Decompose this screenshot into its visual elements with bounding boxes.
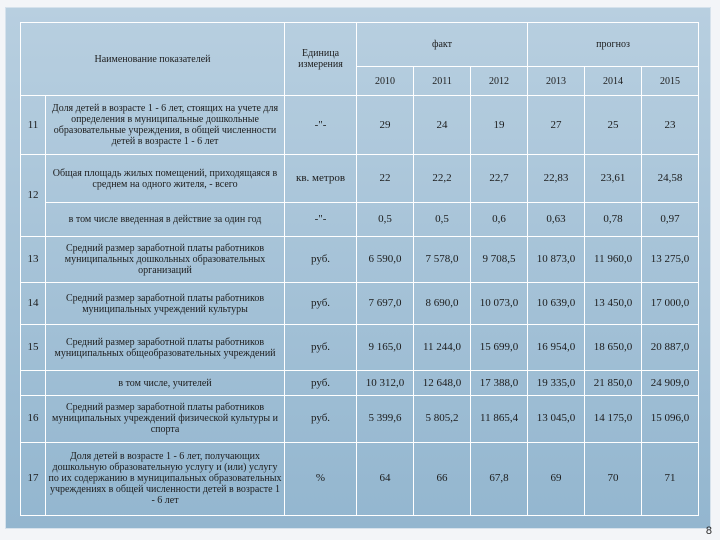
- cell-2013: 27: [528, 96, 585, 155]
- header-name: Наименование показателей: [21, 23, 285, 96]
- row-number: [21, 371, 46, 395]
- cell-2014: 11 960,0: [585, 236, 642, 282]
- row-name: в том числе введенная в действие за один год: [46, 203, 285, 237]
- table-row: [21, 395, 699, 442]
- cell-2014: 14 175,0: [585, 395, 642, 442]
- cell-2011: 22,2: [414, 155, 471, 203]
- year-2015: 2015: [642, 66, 699, 96]
- row-number: 11: [21, 96, 46, 155]
- indicators-table: [20, 22, 699, 516]
- cell-2010: 64: [357, 442, 414, 515]
- cell-2012: 67,8: [471, 442, 528, 515]
- cell-2012: 22,7: [471, 155, 528, 203]
- cell-2011: 24: [414, 96, 471, 155]
- table-row: [21, 96, 699, 155]
- year-2013: 2013: [528, 66, 585, 96]
- cell-2013: 19 335,0: [528, 371, 585, 395]
- year-2012: 2012: [471, 66, 528, 96]
- row-name: Средний размер заработной платы работников муниципальных учреждений физической культуры и спорта: [46, 395, 285, 442]
- row-unit: руб.: [285, 282, 357, 325]
- row-unit: руб.: [285, 371, 357, 395]
- row-unit: руб.: [285, 325, 357, 371]
- cell-2012: 19: [471, 96, 528, 155]
- cell-2015: 24 909,0: [642, 371, 699, 395]
- cell-2015: 17 000,0: [642, 282, 699, 325]
- table-row: [21, 442, 699, 515]
- cell-2011: 66: [414, 442, 471, 515]
- cell-2010: 9 165,0: [357, 325, 414, 371]
- cell-2014: 18 650,0: [585, 325, 642, 371]
- cell-2015: 20 887,0: [642, 325, 699, 371]
- row-number: 14: [21, 282, 46, 325]
- cell-2012: 15 699,0: [471, 325, 528, 371]
- row-name: Средний размер заработной платы работников муниципальных учреждений культуры: [46, 282, 285, 325]
- cell-2014: 21 850,0: [585, 371, 642, 395]
- cell-2011: 11 244,0: [414, 325, 471, 371]
- cell-2010: 7 697,0: [357, 282, 414, 325]
- header-unit: Единица измерения: [285, 23, 357, 96]
- cell-2011: 0,5: [414, 203, 471, 237]
- cell-2012: 9 708,5: [471, 236, 528, 282]
- table-row: [21, 236, 699, 282]
- cell-2012: 11 865,4: [471, 395, 528, 442]
- row-number: 16: [21, 395, 46, 442]
- cell-2014: 23,61: [585, 155, 642, 203]
- row-unit: кв. метров: [285, 155, 357, 203]
- cell-2013: 10 639,0: [528, 282, 585, 325]
- cell-2015: 71: [642, 442, 699, 515]
- page-number: 8: [705, 525, 712, 537]
- cell-2010: 22: [357, 155, 414, 203]
- cell-2010: 0,5: [357, 203, 414, 237]
- row-name: Общая площадь жилых помещений, приходящаяся в среднем на одного жителя, - всего: [46, 155, 285, 203]
- cell-2013: 22,83: [528, 155, 585, 203]
- cell-2010: 10 312,0: [357, 371, 414, 395]
- row-unit: -"-: [285, 203, 357, 237]
- row-name: Доля детей в возрасте 1 - 6 лет, стоящих на учете для определения в муниципальные дошкольные образовательные учреждения, в общей численности детей в возрасте 1 - 6 лет: [46, 96, 285, 155]
- cell-2011: 12 648,0: [414, 371, 471, 395]
- cell-2011: 7 578,0: [414, 236, 471, 282]
- cell-2011: 8 690,0: [414, 282, 471, 325]
- cell-2013: 69: [528, 442, 585, 515]
- row-number: 17: [21, 442, 46, 515]
- year-2011: 2011: [414, 66, 471, 96]
- row-name: Средний размер заработной платы работников муниципальных дошкольных образовательных организаций: [46, 236, 285, 282]
- cell-2015: 0,97: [642, 203, 699, 237]
- row-name: Доля детей в возрасте 1 - 6 лет, получающих дошкольную образовательную услугу и (или) услугу по их содержанию в муниципальных образовательных учреждениях в общей численности детей в возрасте 1 - 6 лет: [46, 442, 285, 515]
- cell-2010: 29: [357, 96, 414, 155]
- cell-2015: 23: [642, 96, 699, 155]
- table-row: [21, 282, 699, 325]
- header-row-1: [21, 23, 699, 67]
- table-row: [21, 371, 699, 395]
- cell-2015: 13 275,0: [642, 236, 699, 282]
- year-2014: 2014: [585, 66, 642, 96]
- cell-2013: 16 954,0: [528, 325, 585, 371]
- cell-2011: 5 805,2: [414, 395, 471, 442]
- row-unit: руб.: [285, 236, 357, 282]
- row-number: 13: [21, 236, 46, 282]
- header-fact: факт: [357, 23, 528, 67]
- row-number: 12: [21, 155, 46, 236]
- cell-2015: 15 096,0: [642, 395, 699, 442]
- cell-2013: 10 873,0: [528, 236, 585, 282]
- year-2010: 2010: [357, 66, 414, 96]
- cell-2013: 13 045,0: [528, 395, 585, 442]
- header-forecast: прогноз: [528, 23, 699, 67]
- cell-2014: 70: [585, 442, 642, 515]
- cell-2012: 10 073,0: [471, 282, 528, 325]
- cell-2015: 24,58: [642, 155, 699, 203]
- row-unit: руб.: [285, 395, 357, 442]
- cell-2014: 0,78: [585, 203, 642, 237]
- cell-2014: 25: [585, 96, 642, 155]
- table-row: [21, 155, 699, 203]
- row-number: 15: [21, 325, 46, 371]
- cell-2012: 17 388,0: [471, 371, 528, 395]
- cell-2012: 0,6: [471, 203, 528, 237]
- row-unit: -"-: [285, 96, 357, 155]
- row-name: Средний размер заработной платы работников муниципальных общеобразовательных учреждений: [46, 325, 285, 371]
- table-row: [21, 325, 699, 371]
- cell-2010: 6 590,0: [357, 236, 414, 282]
- cell-2014: 13 450,0: [585, 282, 642, 325]
- row-name: в том числе, учителей: [46, 371, 285, 395]
- row-unit: %: [285, 442, 357, 515]
- cell-2010: 5 399,6: [357, 395, 414, 442]
- cell-2013: 0,63: [528, 203, 585, 237]
- table-row: [21, 203, 699, 237]
